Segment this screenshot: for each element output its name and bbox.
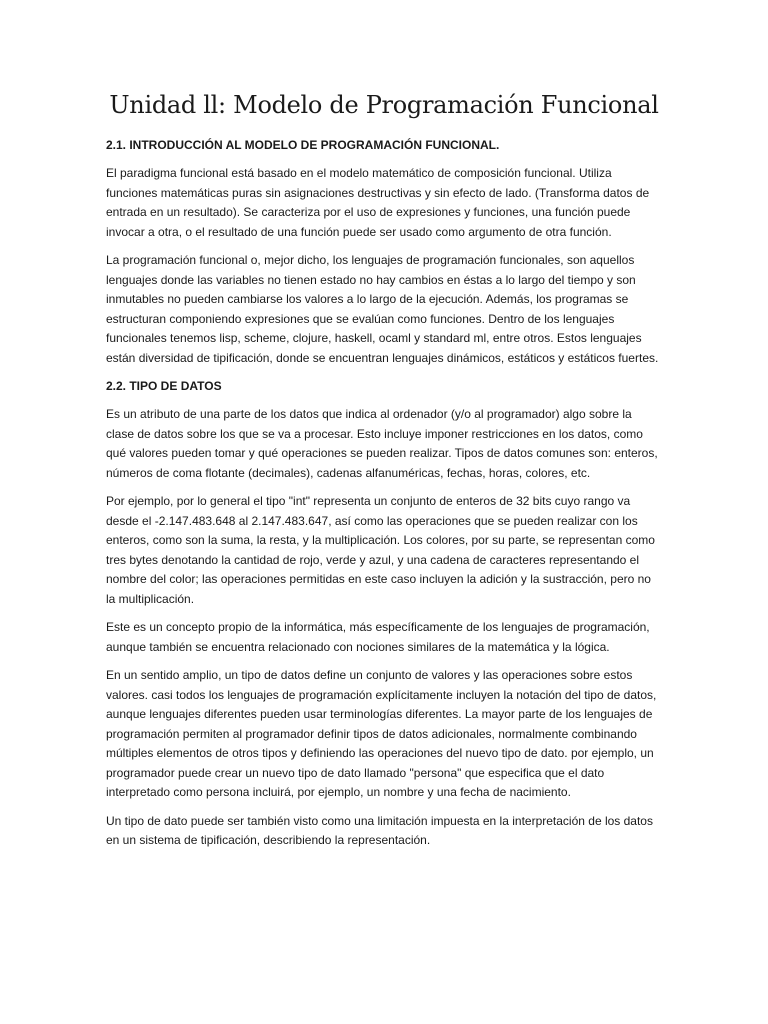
paragraph: En un sentido amplio, un tipo de datos define un conjunto de valores y las operaciones sobre estos valores. casi todos los lenguajes de programación explícitamente incluyen la notación del tipo de datos, aunque lenguajes diferentes pueden usar terminologías diferentes. La mayor parte de los lenguajes de programación permiten al programador definir tipos de datos adicionales, normalmente combinando múltiples elementos de otros tipos y definiendo las operaciones del nuevo tipo de dato. por ejemplo, un programador puede crear un nuevo tipo de dato llamado "persona" que especifica que el dato interpretado como persona incluirá, por ejemplo, un nombre y una fecha de nacimiento. [106,668,657,799]
paragraph: Este es un concepto propio de la informática, más específicamente de los lenguajes de programación, aunque también se encuentra relacionado con nociones similares de la matemática y la lógica. [106,620,650,654]
section-tipo-de-datos [106,377,662,851]
document-page [106,88,662,860]
section-heading: 2.1. INTRODUCCIÓN AL MODELO DE PROGRAMACIÓN FUNCIONAL. [106,138,500,152]
section-introduccion [106,136,662,368]
paragraph: El paradigma funcional está basado en el modelo matemático de composición funcional. Utiliza funciones matemáticas puras sin asignaciones destructivas y sin efecto de lado. (Transforma datos de entrada en un resultado). Se caracteriza por el uso de expresiones y funciones, una función puede invocar a otra, o el resultado de una función puede ser usado como argumento de otra función. [106,166,650,239]
paragraph: Por ejemplo, por lo general el tipo "int" representa un conjunto de enteros de 32 bits cuyo rango va desde el -2.147.483.648 al 2.147.483.647, así como las operaciones que se pueden realizar con los enteros, como son la suma, la resta, y la multiplicación. Los colores, por su parte, se representan como tres bytes denotando la cantidad de rojo, verde y azul, y una cadena de caracteres representando el nombre del color; las operaciones permitidas en este caso incluyen la adición y la sustracción, pero no la multiplicación. [106,494,655,606]
paragraph: Un tipo de dato puede ser también visto como una limitación impuesta en la interpretación de los datos en un sistema de tipificación, describiendo la representación. [106,813,653,847]
document-title: Unidad ll: Modelo de Programación Funcional [109,91,659,119]
paragraph: La programación funcional o, mejor dicho, los lenguajes de programación funcionales, son aquellos lenguajes donde las variables no tienen estado no hay cambios en éstas a lo largo del tiempo y son inmutables no pueden cambiarse los valores a lo largo de la ejecución. Además, los programas se estructuran componiendo expresiones que se evalúan como funciones. Dentro de los lenguajes funcionales tenemos lisp, scheme, clojure, haskell, ocaml y standard ml, entre otros. Estos lenguajes están diversidad de tipificación, donde se encuentran lenguajes dinámicos, estáticos y estáticos fuertes. [106,253,659,365]
section-heading: 2.2. TIPO DE DATOS [106,379,222,393]
paragraph: Es un atributo de una parte de los datos que indica al ordenador (y/o al programador) algo sobre la clase de datos sobre los que se va a procesar. Esto incluye imponer restricciones en los datos, como qué valores pueden tomar y qué operaciones se pueden realizar. Tipos de datos comunes son: enteros, números de coma flotante (decimales), cadenas alfanuméricas, fechas, horas, colores, etc. [106,407,658,480]
